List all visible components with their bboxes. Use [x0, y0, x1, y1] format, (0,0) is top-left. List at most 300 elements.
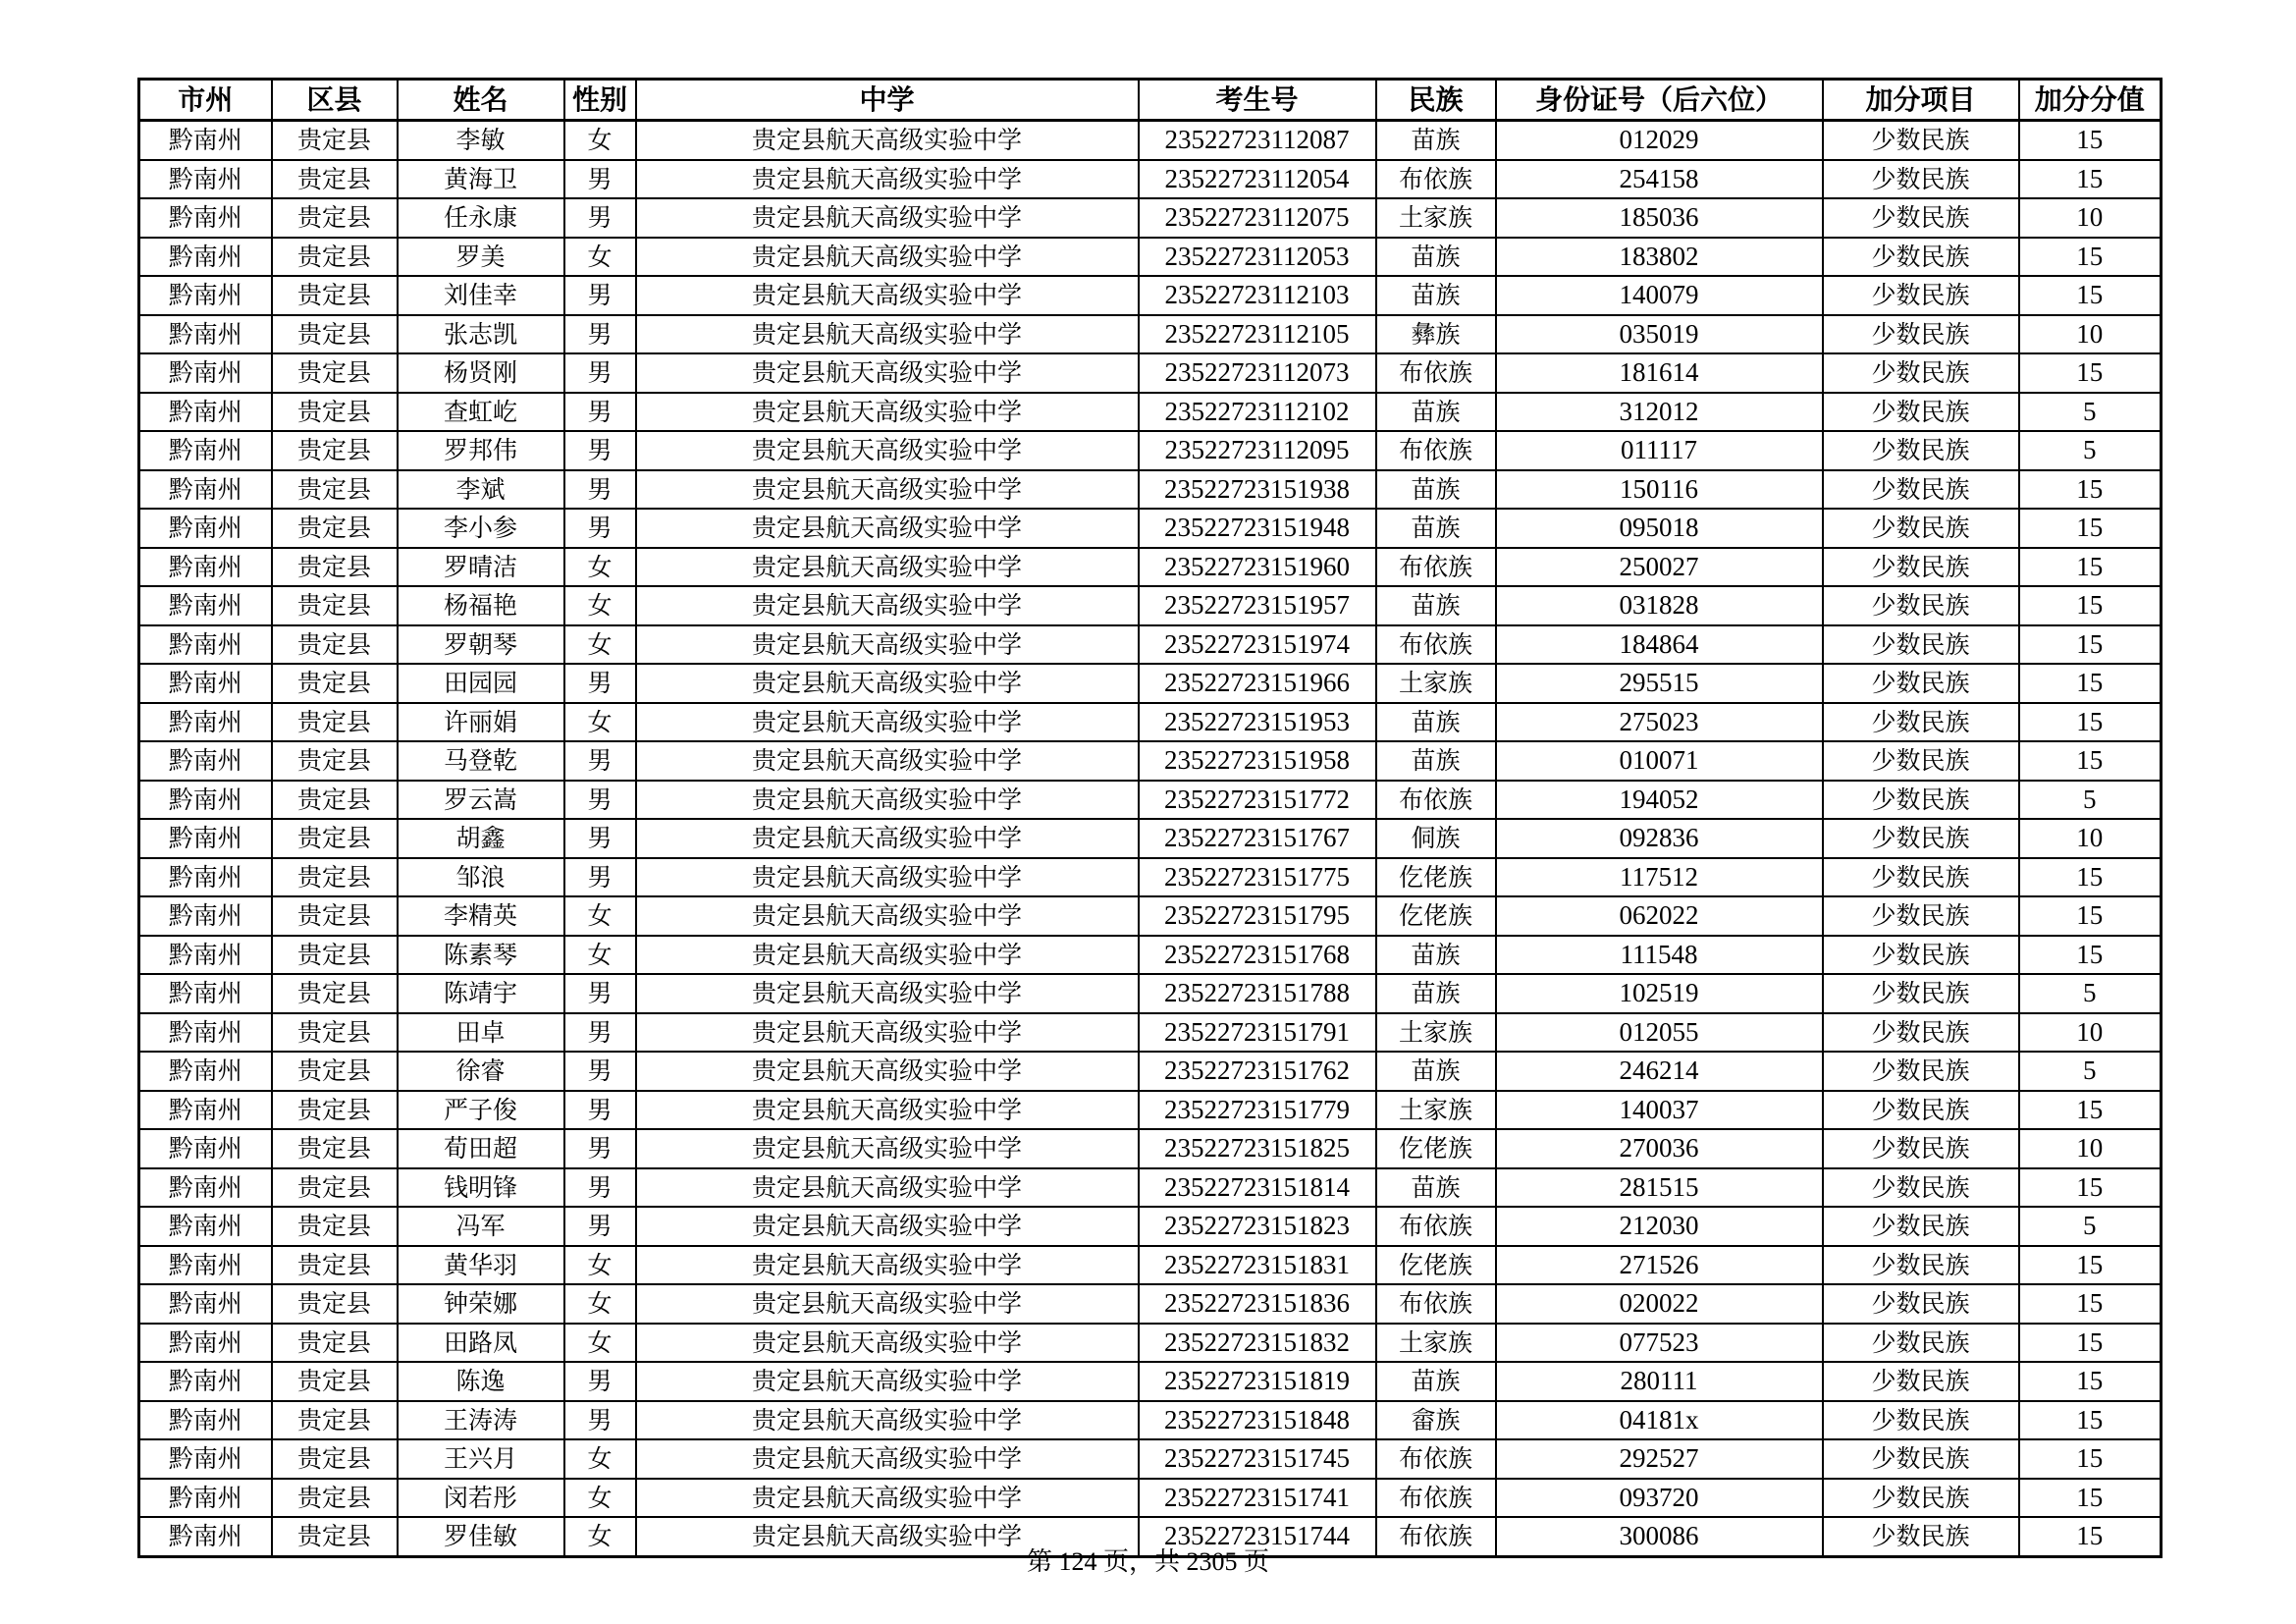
cell-bonus-item: 少数民族: [1823, 1013, 2019, 1053]
cell-county: 贵定县: [272, 1479, 398, 1518]
cell-ethnicity: 苗族: [1376, 121, 1496, 160]
cell-candidate-number: 23522723151775: [1139, 858, 1376, 897]
cell-city: 黔南州: [139, 936, 272, 975]
candidate-bonus-table: [137, 78, 2163, 1558]
cell-school: 贵定县航天高级实验中学: [636, 936, 1139, 975]
cell-name: 马登乾: [398, 741, 564, 781]
cell-ethnicity: 土家族: [1376, 1324, 1496, 1363]
cell-bonus-points: 15: [2019, 896, 2162, 936]
cell-ethnicity: 布依族: [1376, 1517, 1496, 1556]
cell-ethnicity: 畲族: [1376, 1401, 1496, 1440]
cell-name: 陈靖宇: [398, 974, 564, 1013]
cell-bonus-item: 少数民族: [1823, 1479, 2019, 1518]
cell-bonus-points: 15: [2019, 625, 2162, 665]
cell-bonus-points: 10: [2019, 819, 2162, 858]
cell-id-last-six: 012055: [1496, 1013, 1823, 1053]
cell-name: 王涛涛: [398, 1401, 564, 1440]
cell-school: 贵定县航天高级实验中学: [636, 1362, 1139, 1401]
cell-name: 王兴月: [398, 1439, 564, 1479]
cell-id-last-six: 010071: [1496, 741, 1823, 781]
cell-name: 黄华羽: [398, 1246, 564, 1285]
cell-school: 贵定县航天高级实验中学: [636, 625, 1139, 665]
cell-school: 贵定县航天高级实验中学: [636, 393, 1139, 432]
cell-county: 贵定县: [272, 896, 398, 936]
cell-school: 贵定县航天高级实验中学: [636, 1401, 1139, 1440]
cell-school: 贵定县航天高级实验中学: [636, 858, 1139, 897]
cell-school: 贵定县航天高级实验中学: [636, 1517, 1139, 1556]
cell-ethnicity: 土家族: [1376, 1091, 1496, 1130]
cell-candidate-number: 23522723112075: [1139, 198, 1376, 238]
cell-ethnicity: 布依族: [1376, 781, 1496, 820]
cell-gender: 女: [564, 1439, 636, 1479]
cell-bonus-points: 15: [2019, 1362, 2162, 1401]
cell-id-last-six: 020022: [1496, 1284, 1823, 1324]
column-header-bonus-item: 加分项目: [1823, 80, 2019, 121]
cell-candidate-number: 23522723151772: [1139, 781, 1376, 820]
cell-bonus-item: 少数民族: [1823, 276, 2019, 315]
cell-bonus-points: 10: [2019, 1013, 2162, 1053]
table-row: [139, 548, 2162, 587]
cell-name: 张志凯: [398, 315, 564, 354]
cell-ethnicity: 布依族: [1376, 160, 1496, 199]
cell-city: 黔南州: [139, 198, 272, 238]
cell-ethnicity: 布依族: [1376, 1479, 1496, 1518]
cell-bonus-item: 少数民族: [1823, 1246, 2019, 1285]
cell-bonus-points: 15: [2019, 664, 2162, 703]
cell-id-last-six: 181614: [1496, 353, 1823, 393]
cell-candidate-number: 23522723151823: [1139, 1207, 1376, 1246]
cell-candidate-number: 23522723151741: [1139, 1479, 1376, 1518]
column-header-candidate-number: 考生号: [1139, 80, 1376, 121]
table-row: [139, 160, 2162, 199]
cell-county: 贵定县: [272, 353, 398, 393]
table-row: [139, 1284, 2162, 1324]
cell-name: 李精英: [398, 896, 564, 936]
cell-bonus-points: 15: [2019, 586, 2162, 625]
cell-ethnicity: 苗族: [1376, 1168, 1496, 1208]
cell-id-last-six: 280111: [1496, 1362, 1823, 1401]
cell-county: 贵定县: [272, 121, 398, 160]
table-row: [139, 781, 2162, 820]
cell-gender: 女: [564, 586, 636, 625]
cell-name: 陈逸: [398, 1362, 564, 1401]
cell-name: 罗邦伟: [398, 431, 564, 470]
cell-name: 钱明锋: [398, 1168, 564, 1208]
cell-city: 黔南州: [139, 1207, 272, 1246]
cell-candidate-number: 23522723151791: [1139, 1013, 1376, 1053]
cell-bonus-points: 15: [2019, 121, 2162, 160]
cell-name: 胡鑫: [398, 819, 564, 858]
cell-city: 黔南州: [139, 974, 272, 1013]
cell-school: 贵定县航天高级实验中学: [636, 315, 1139, 354]
cell-school: 贵定县航天高级实验中学: [636, 276, 1139, 315]
cell-bonus-points: 15: [2019, 1168, 2162, 1208]
cell-bonus-points: 15: [2019, 936, 2162, 975]
cell-gender: 女: [564, 1246, 636, 1285]
cell-bonus-points: 15: [2019, 1517, 2162, 1556]
cell-city: 黔南州: [139, 625, 272, 665]
cell-bonus-item: 少数民族: [1823, 509, 2019, 548]
cell-id-last-six: 140079: [1496, 276, 1823, 315]
cell-city: 黔南州: [139, 276, 272, 315]
cell-gender: 男: [564, 1362, 636, 1401]
column-header-name: 姓名: [398, 80, 564, 121]
cell-ethnicity: 苗族: [1376, 703, 1496, 742]
table-row: [139, 1362, 2162, 1401]
cell-name: 杨福艳: [398, 586, 564, 625]
cell-bonus-item: 少数民族: [1823, 393, 2019, 432]
cell-school: 贵定县航天高级实验中学: [636, 974, 1139, 1013]
cell-name: 刘佳幸: [398, 276, 564, 315]
cell-gender: 男: [564, 393, 636, 432]
cell-city: 黔南州: [139, 315, 272, 354]
cell-bonus-item: 少数民族: [1823, 1362, 2019, 1401]
cell-county: 贵定县: [272, 1052, 398, 1091]
cell-bonus-points: 15: [2019, 1284, 2162, 1324]
cell-bonus-points: 15: [2019, 1324, 2162, 1363]
column-header-id-last-six: 身份证号（后六位）: [1496, 80, 1823, 121]
cell-county: 贵定县: [272, 160, 398, 199]
cell-city: 黔南州: [139, 1517, 272, 1556]
cell-bonus-points: 5: [2019, 1207, 2162, 1246]
cell-id-last-six: 095018: [1496, 509, 1823, 548]
cell-gender: 男: [564, 198, 636, 238]
cell-gender: 男: [564, 819, 636, 858]
cell-bonus-points: 15: [2019, 741, 2162, 781]
cell-id-last-six: 062022: [1496, 896, 1823, 936]
cell-gender: 男: [564, 664, 636, 703]
table-row: [139, 470, 2162, 510]
cell-gender: 男: [564, 276, 636, 315]
table-row: [139, 1439, 2162, 1479]
cell-id-last-six: 04181x: [1496, 1401, 1823, 1440]
table-row: [139, 353, 2162, 393]
cell-bonus-points: 10: [2019, 1129, 2162, 1168]
cell-gender: 男: [564, 1129, 636, 1168]
cell-county: 贵定县: [272, 198, 398, 238]
table-row: [139, 198, 2162, 238]
cell-id-last-six: 292527: [1496, 1439, 1823, 1479]
table-row: [139, 936, 2162, 975]
table-row: [139, 1324, 2162, 1363]
cell-candidate-number: 23522723151819: [1139, 1362, 1376, 1401]
cell-city: 黔南州: [139, 703, 272, 742]
cell-ethnicity: 侗族: [1376, 819, 1496, 858]
column-header-county: 区县: [272, 80, 398, 121]
cell-bonus-item: 少数民族: [1823, 625, 2019, 665]
cell-city: 黔南州: [139, 1052, 272, 1091]
column-header-gender: 性别: [564, 80, 636, 121]
cell-bonus-points: 5: [2019, 431, 2162, 470]
cell-name: 荀田超: [398, 1129, 564, 1168]
cell-school: 贵定县航天高级实验中学: [636, 121, 1139, 160]
cell-gender: 女: [564, 1284, 636, 1324]
cell-id-last-six: 117512: [1496, 858, 1823, 897]
cell-gender: 男: [564, 1401, 636, 1440]
cell-county: 贵定县: [272, 1284, 398, 1324]
cell-city: 黔南州: [139, 121, 272, 160]
cell-ethnicity: 苗族: [1376, 238, 1496, 277]
cell-candidate-number: 23522723112095: [1139, 431, 1376, 470]
table-row: [139, 315, 2162, 354]
cell-bonus-points: 10: [2019, 198, 2162, 238]
cell-candidate-number: 23522723151953: [1139, 703, 1376, 742]
cell-candidate-number: 23522723151960: [1139, 548, 1376, 587]
cell-school: 贵定县航天高级实验中学: [636, 1052, 1139, 1091]
cell-candidate-number: 23522723112105: [1139, 315, 1376, 354]
cell-gender: 女: [564, 703, 636, 742]
column-header-bonus-points: 加分分值: [2019, 80, 2162, 121]
cell-city: 黔南州: [139, 586, 272, 625]
column-header-school: 中学: [636, 80, 1139, 121]
cell-name: 罗朝琴: [398, 625, 564, 665]
cell-id-last-six: 275023: [1496, 703, 1823, 742]
cell-bonus-item: 少数民族: [1823, 1207, 2019, 1246]
cell-name: 查虹屹: [398, 393, 564, 432]
cell-city: 黔南州: [139, 1168, 272, 1208]
cell-county: 贵定县: [272, 276, 398, 315]
page-footer: 第 124 页，共 2305 页: [1026, 1547, 1269, 1576]
cell-name: 许丽娟: [398, 703, 564, 742]
cell-name: 邹浪: [398, 858, 564, 897]
cell-ethnicity: 苗族: [1376, 741, 1496, 781]
cell-bonus-item: 少数民族: [1823, 548, 2019, 587]
table-row: [139, 703, 2162, 742]
cell-id-last-six: 312012: [1496, 393, 1823, 432]
cell-county: 贵定县: [272, 1168, 398, 1208]
cell-gender: 男: [564, 974, 636, 1013]
cell-school: 贵定县航天高级实验中学: [636, 353, 1139, 393]
cell-gender: 男: [564, 858, 636, 897]
cell-name: 罗美: [398, 238, 564, 277]
cell-city: 黔南州: [139, 509, 272, 548]
cell-name: 杨贤刚: [398, 353, 564, 393]
cell-county: 贵定县: [272, 936, 398, 975]
cell-candidate-number: 23522723151974: [1139, 625, 1376, 665]
cell-school: 贵定县航天高级实验中学: [636, 741, 1139, 781]
cell-bonus-item: 少数民族: [1823, 936, 2019, 975]
cell-bonus-item: 少数民族: [1823, 703, 2019, 742]
table-row: [139, 1052, 2162, 1091]
cell-candidate-number: 23522723112053: [1139, 238, 1376, 277]
cell-ethnicity: 布依族: [1376, 353, 1496, 393]
cell-bonus-points: 5: [2019, 781, 2162, 820]
table-row: [139, 586, 2162, 625]
cell-city: 黔南州: [139, 548, 272, 587]
cell-name: 徐睿: [398, 1052, 564, 1091]
cell-id-last-six: 184864: [1496, 625, 1823, 665]
cell-bonus-item: 少数民族: [1823, 664, 2019, 703]
cell-school: 贵定县航天高级实验中学: [636, 1129, 1139, 1168]
table-body: [139, 121, 2162, 1557]
cell-county: 贵定县: [272, 781, 398, 820]
table-row: [139, 1013, 2162, 1053]
cell-county: 贵定县: [272, 819, 398, 858]
cell-name: 田卓: [398, 1013, 564, 1053]
cell-candidate-number: 23522723112073: [1139, 353, 1376, 393]
cell-id-last-six: 011117: [1496, 431, 1823, 470]
cell-ethnicity: 仡佬族: [1376, 896, 1496, 936]
cell-bonus-points: 5: [2019, 1052, 2162, 1091]
cell-county: 贵定县: [272, 858, 398, 897]
cell-gender: 男: [564, 781, 636, 820]
cell-bonus-item: 少数民族: [1823, 198, 2019, 238]
cell-name: 李敏: [398, 121, 564, 160]
cell-id-last-six: 270036: [1496, 1129, 1823, 1168]
cell-candidate-number: 23522723151788: [1139, 974, 1376, 1013]
cell-school: 贵定县航天高级实验中学: [636, 1091, 1139, 1130]
cell-id-last-six: 077523: [1496, 1324, 1823, 1363]
cell-bonus-points: 5: [2019, 974, 2162, 1013]
cell-id-last-six: 212030: [1496, 1207, 1823, 1246]
cell-candidate-number: 23522723151745: [1139, 1439, 1376, 1479]
cell-gender: 女: [564, 896, 636, 936]
cell-candidate-number: 23522723151836: [1139, 1284, 1376, 1324]
cell-gender: 男: [564, 431, 636, 470]
cell-ethnicity: 苗族: [1376, 1362, 1496, 1401]
cell-gender: 男: [564, 1052, 636, 1091]
cell-city: 黔南州: [139, 1129, 272, 1168]
cell-school: 贵定县航天高级实验中学: [636, 160, 1139, 199]
cell-city: 黔南州: [139, 431, 272, 470]
cell-bonus-item: 少数民族: [1823, 741, 2019, 781]
cell-candidate-number: 23522723151832: [1139, 1324, 1376, 1363]
cell-bonus-item: 少数民族: [1823, 1284, 2019, 1324]
cell-bonus-item: 少数民族: [1823, 1517, 2019, 1556]
cell-county: 贵定县: [272, 1207, 398, 1246]
cell-bonus-points: 15: [2019, 1439, 2162, 1479]
cell-county: 贵定县: [272, 315, 398, 354]
cell-bonus-item: 少数民族: [1823, 819, 2019, 858]
cell-city: 黔南州: [139, 819, 272, 858]
cell-school: 贵定县航天高级实验中学: [636, 781, 1139, 820]
cell-gender: 女: [564, 238, 636, 277]
cell-city: 黔南州: [139, 353, 272, 393]
cell-ethnicity: 布依族: [1376, 1439, 1496, 1479]
cell-id-last-six: 031828: [1496, 586, 1823, 625]
cell-gender: 男: [564, 1207, 636, 1246]
cell-bonus-points: 15: [2019, 238, 2162, 277]
cell-county: 贵定县: [272, 1401, 398, 1440]
cell-bonus-item: 少数民族: [1823, 1091, 2019, 1130]
cell-gender: 女: [564, 121, 636, 160]
cell-bonus-points: 5: [2019, 393, 2162, 432]
cell-county: 贵定县: [272, 1091, 398, 1130]
cell-county: 贵定县: [272, 1517, 398, 1556]
cell-ethnicity: 苗族: [1376, 470, 1496, 510]
cell-county: 贵定县: [272, 664, 398, 703]
cell-county: 贵定县: [272, 974, 398, 1013]
cell-gender: 男: [564, 741, 636, 781]
cell-ethnicity: 布依族: [1376, 548, 1496, 587]
cell-county: 贵定县: [272, 1324, 398, 1363]
cell-bonus-item: 少数民族: [1823, 1439, 2019, 1479]
cell-bonus-item: 少数民族: [1823, 353, 2019, 393]
table-row: [139, 1401, 2162, 1440]
cell-bonus-item: 少数民族: [1823, 431, 2019, 470]
cell-ethnicity: 仡佬族: [1376, 1129, 1496, 1168]
cell-candidate-number: 23522723151848: [1139, 1401, 1376, 1440]
cell-county: 贵定县: [272, 703, 398, 742]
cell-name: 李小参: [398, 509, 564, 548]
cell-id-last-six: 150116: [1496, 470, 1823, 510]
cell-gender: 女: [564, 625, 636, 665]
cell-county: 贵定县: [272, 1129, 398, 1168]
cell-ethnicity: 苗族: [1376, 276, 1496, 315]
table-row: [139, 664, 2162, 703]
cell-id-last-six: 092836: [1496, 819, 1823, 858]
cell-bonus-item: 少数民族: [1823, 586, 2019, 625]
table-row: [139, 1168, 2162, 1208]
table-row: [139, 1246, 2162, 1285]
cell-name: 严子俊: [398, 1091, 564, 1130]
cell-name: 罗晴洁: [398, 548, 564, 587]
cell-school: 贵定县航天高级实验中学: [636, 1479, 1139, 1518]
cell-school: 贵定县航天高级实验中学: [636, 1246, 1139, 1285]
cell-id-last-six: 246214: [1496, 1052, 1823, 1091]
cell-bonus-item: 少数民族: [1823, 1052, 2019, 1091]
table-row: [139, 858, 2162, 897]
table-row: [139, 276, 2162, 315]
cell-gender: 女: [564, 1517, 636, 1556]
cell-id-last-six: 183802: [1496, 238, 1823, 277]
cell-ethnicity: 布依族: [1376, 1207, 1496, 1246]
cell-bonus-points: 15: [2019, 703, 2162, 742]
cell-gender: 女: [564, 936, 636, 975]
cell-candidate-number: 23522723151744: [1139, 1517, 1376, 1556]
cell-id-last-six: 300086: [1496, 1517, 1823, 1556]
cell-bonus-item: 少数民族: [1823, 160, 2019, 199]
table-row: [139, 741, 2162, 781]
cell-ethnicity: 布依族: [1376, 1284, 1496, 1324]
cell-name: 陈素琴: [398, 936, 564, 975]
cell-county: 贵定县: [272, 1246, 398, 1285]
cell-ethnicity: 苗族: [1376, 1052, 1496, 1091]
cell-id-last-six: 140037: [1496, 1091, 1823, 1130]
cell-candidate-number: 23522723112102: [1139, 393, 1376, 432]
cell-city: 黔南州: [139, 1479, 272, 1518]
cell-candidate-number: 23522723151795: [1139, 896, 1376, 936]
cell-name: 田园园: [398, 664, 564, 703]
cell-gender: 男: [564, 160, 636, 199]
cell-candidate-number: 23522723151768: [1139, 936, 1376, 975]
table-header: [139, 80, 2162, 121]
cell-gender: 男: [564, 470, 636, 510]
cell-bonus-item: 少数民族: [1823, 1324, 2019, 1363]
cell-school: 贵定县航天高级实验中学: [636, 509, 1139, 548]
cell-candidate-number: 23522723112103: [1139, 276, 1376, 315]
cell-bonus-item: 少数民族: [1823, 896, 2019, 936]
cell-id-last-six: 295515: [1496, 664, 1823, 703]
cell-bonus-points: 10: [2019, 315, 2162, 354]
cell-county: 贵定县: [272, 470, 398, 510]
cell-school: 贵定县航天高级实验中学: [636, 238, 1139, 277]
table-row: [139, 974, 2162, 1013]
cell-gender: 女: [564, 1324, 636, 1363]
cell-city: 黔南州: [139, 781, 272, 820]
cell-gender: 男: [564, 509, 636, 548]
header-row: [139, 80, 2162, 121]
cell-name: 任永康: [398, 198, 564, 238]
cell-city: 黔南州: [139, 238, 272, 277]
cell-county: 贵定县: [272, 548, 398, 587]
cell-ethnicity: 苗族: [1376, 509, 1496, 548]
cell-id-last-six: 254158: [1496, 160, 1823, 199]
cell-county: 贵定县: [272, 1439, 398, 1479]
cell-bonus-points: 15: [2019, 160, 2162, 199]
cell-ethnicity: 彝族: [1376, 315, 1496, 354]
cell-candidate-number: 23522723112054: [1139, 160, 1376, 199]
